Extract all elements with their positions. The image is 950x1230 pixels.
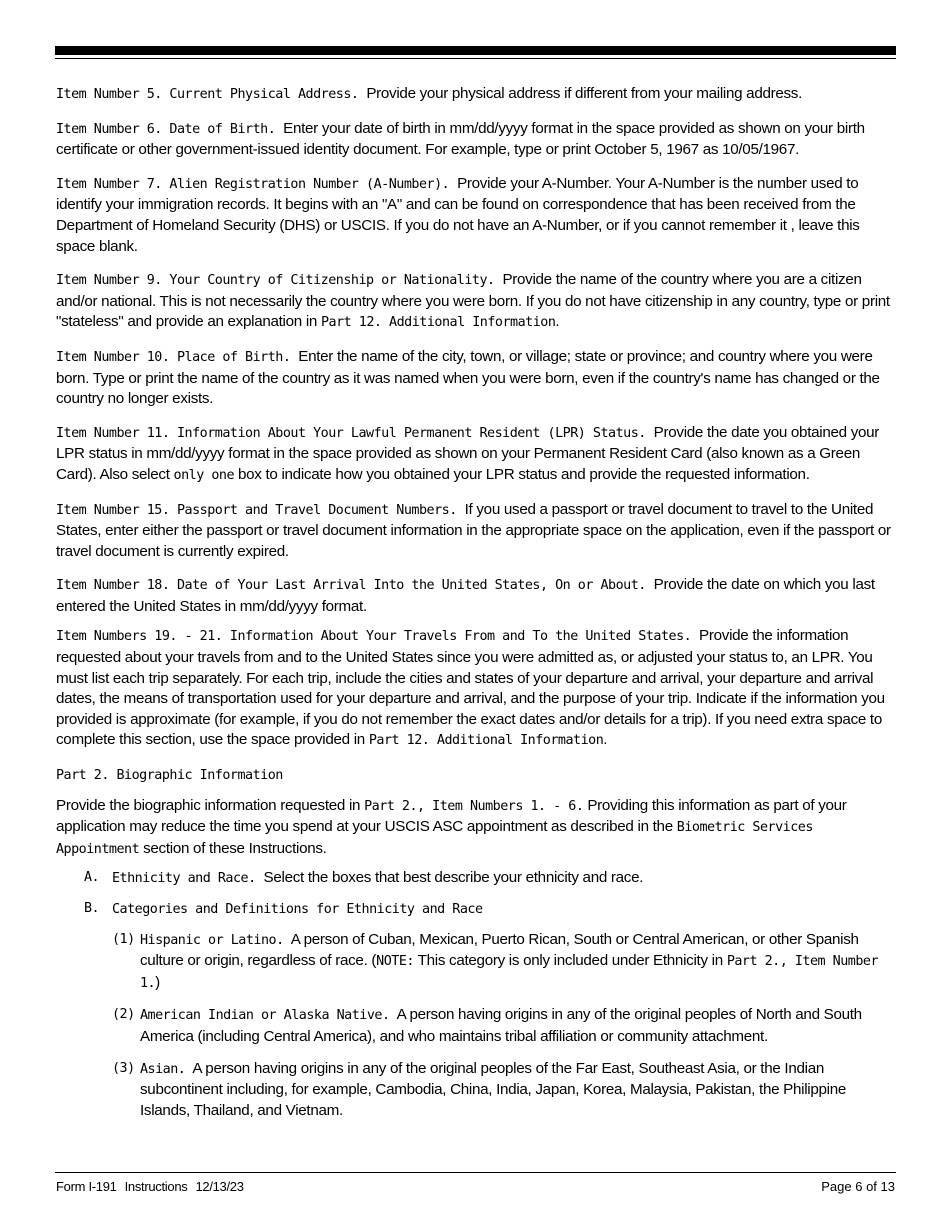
item-7: [56, 174, 896, 257]
subsection-a: [56, 868, 896, 890]
definition-title: Asian.: [140, 1061, 186, 1077]
definition-title: American Indian or Alaska Native.: [140, 1008, 390, 1024]
item-title: Item Number 6. Date of Birth.: [56, 121, 276, 137]
item-title: Item Number 10. Place of Birth.: [56, 349, 291, 365]
definition-body: A person having origins in any of the original peoples of the Far East, Southeast Asia, or the Indian subcontinent including, for example, Cambodia, China, India, Japan, Korea, Malaysia, Pakistan, the Philippine Islands, Thailand, and Vietnam.: [140, 1059, 847, 1119]
definition-body: A person of Cuban, Mexican, Puerto Rican, South or Central American, or other Spanish culture or origin, regardless of race. (: [140, 930, 859, 970]
part2-intro: [56, 796, 896, 861]
item-ref: only one: [173, 467, 235, 483]
subsection-title: Ethnicity and Race.: [112, 871, 256, 887]
item-title: Item Number 11. Information About Your Lawful Permanent Resident (LPR) Status.: [56, 425, 646, 441]
part2-heading: Part 2. Biographic Information: [56, 768, 283, 784]
intro-text: section of these Instructions.: [143, 839, 327, 857]
definition-label: (2): [112, 1007, 135, 1023]
item-title: Item Number 7. Alien Registration Number (A-Number).: [56, 176, 450, 192]
item-body: Enter the name of the city, town, or village; state or province; and country where you were born. Type or print the name of the country as it was named when you were born, even if the country's name has changed or the country no longer exists.: [56, 347, 880, 408]
item-15: [56, 500, 896, 563]
definition-hispanic: [56, 930, 896, 995]
item-6: [56, 119, 896, 161]
item-5: [56, 84, 896, 106]
item-body: Provide the information requested about your travels from and to the United States since you were admitted as, or adjusted your status to, an LPR. You must list each trip separately. For each trip, include the cities and states of your departure and arrival, your departure and arrival dates, the means of transportation used for your departure and arrival, and the purpose of your trip. Indicate if the information you provided is approximate (for example, if you do not remember the exact dates and/or details for a trip). If you need extra space to complete this section, use the space provided in: [56, 627, 885, 749]
item-title: Item Numbers 19. - 21. Information About Your Travels From and To the United States.: [56, 629, 692, 645]
item-body: Provide the name of the country where you are a citizen and/or national. This is not necessarily the country where you were born. If you do not have citizenship in any country, type or print "stateless" and provide an explanation in: [56, 271, 890, 331]
item-19-21: [56, 626, 896, 752]
note-label: NOTE:: [376, 954, 414, 970]
definition-label: (3): [112, 1060, 135, 1076]
intro-text: Providing this information as part of your application may reduce the time you spend at your USCIS ASC appointment as described in the: [56, 796, 847, 836]
definition-ref: Part 2., Item Number 1.: [140, 954, 879, 991]
footer-doc-type: Instructions: [124, 1179, 188, 1194]
footer-rule: [55, 1172, 896, 1173]
definition-body: A person having origins in any of the original peoples of North and South America (including Central America), and who maintains tribal affiliation or community attachment.: [140, 1006, 862, 1045]
item-body: Provide your physical address if different from your mailing address.: [366, 85, 803, 102]
intro-ref: Part 2., Item Numbers 1. - 6.: [364, 798, 584, 814]
definition-american-indian: [56, 1005, 896, 1047]
item-body: Enter your date of birth in mm/dd/yyyy format in the space provided as shown on your birth certificate or other government-issued identity document. For example, type or print October 5, 1967 as 10/05/1967.: [56, 119, 865, 159]
intro-ref: Biometric Services Appointment: [56, 820, 813, 857]
item-ref: Part 12. Additional Information: [368, 733, 604, 749]
item-tail: box to indicate how you obtained your LPR status and provide the requested information.: [237, 465, 810, 483]
footer-form-info: [56, 1179, 252, 1194]
item-title: Item Number 5. Current Physical Address.: [56, 87, 359, 102]
footer-date: 12/13/23: [195, 1179, 244, 1194]
item-11: [56, 423, 896, 487]
item-body: Provide the date on which you last entered the United States in mm/dd/yyyy format.: [56, 576, 875, 615]
item-18: [56, 575, 896, 617]
item-body: If you used a passport or travel document to travel to the United States, enter either the passport or travel document information in the appropriate space on the application, even if the passport or travel document is currently expired.: [56, 500, 891, 560]
definition-title: Hispanic or Latino.: [140, 932, 284, 948]
intro-text: Provide the biographic information requested in: [56, 796, 361, 814]
item-title: Item Number 9. Your Country of Citizenship or Nationality.: [56, 273, 495, 289]
definition-tail: ): [155, 973, 160, 991]
definition-asian: [56, 1059, 896, 1122]
header-rule-thick: [55, 46, 896, 55]
item-title: Item Number 18. Date of Your Last Arrival Into the United States, On or About.: [56, 578, 646, 594]
subsection-body: Select the boxes that best describe your ethnicity and race.: [263, 869, 644, 887]
definition-label: (1): [112, 931, 135, 947]
item-title: Item Number 15. Passport and Travel Document Numbers.: [56, 502, 457, 518]
subsection-title: Categories and Definitions for Ethnicity and Race: [112, 902, 483, 917]
item-9: [56, 270, 896, 334]
item-tail: .: [603, 731, 608, 749]
footer-form-name: Form I-191: [56, 1179, 117, 1194]
definition-body: This category is only included under Ethnicity in: [413, 952, 723, 970]
item-10: [56, 347, 896, 410]
page-content: [56, 84, 896, 1132]
item-body: Provide your A-Number. Your A-Number is the number used to identify your immigration records. It begins with an "A" and can be found on correspondence that has been received from the Department of Homeland Security (DHS) or USCIS. If you do not have an A-Number, or if you cannot remember it , leave this space blank.: [56, 174, 860, 255]
item-ref: Part 12. Additional Information: [321, 315, 556, 331]
subsection-label: B.: [84, 901, 100, 916]
subsection-label: A.: [84, 870, 100, 886]
header-rule-thin: [55, 58, 896, 59]
page-number: Page 6 of 13: [821, 1179, 895, 1194]
item-tail: .: [555, 313, 560, 331]
item-body: Provide the date you obtained your LPR status in mm/dd/yyyy format in the space provided as shown on your Permanent Resident Card (also known as a Green Card). Also select: [56, 423, 880, 483]
subsection-b: [56, 899, 896, 921]
